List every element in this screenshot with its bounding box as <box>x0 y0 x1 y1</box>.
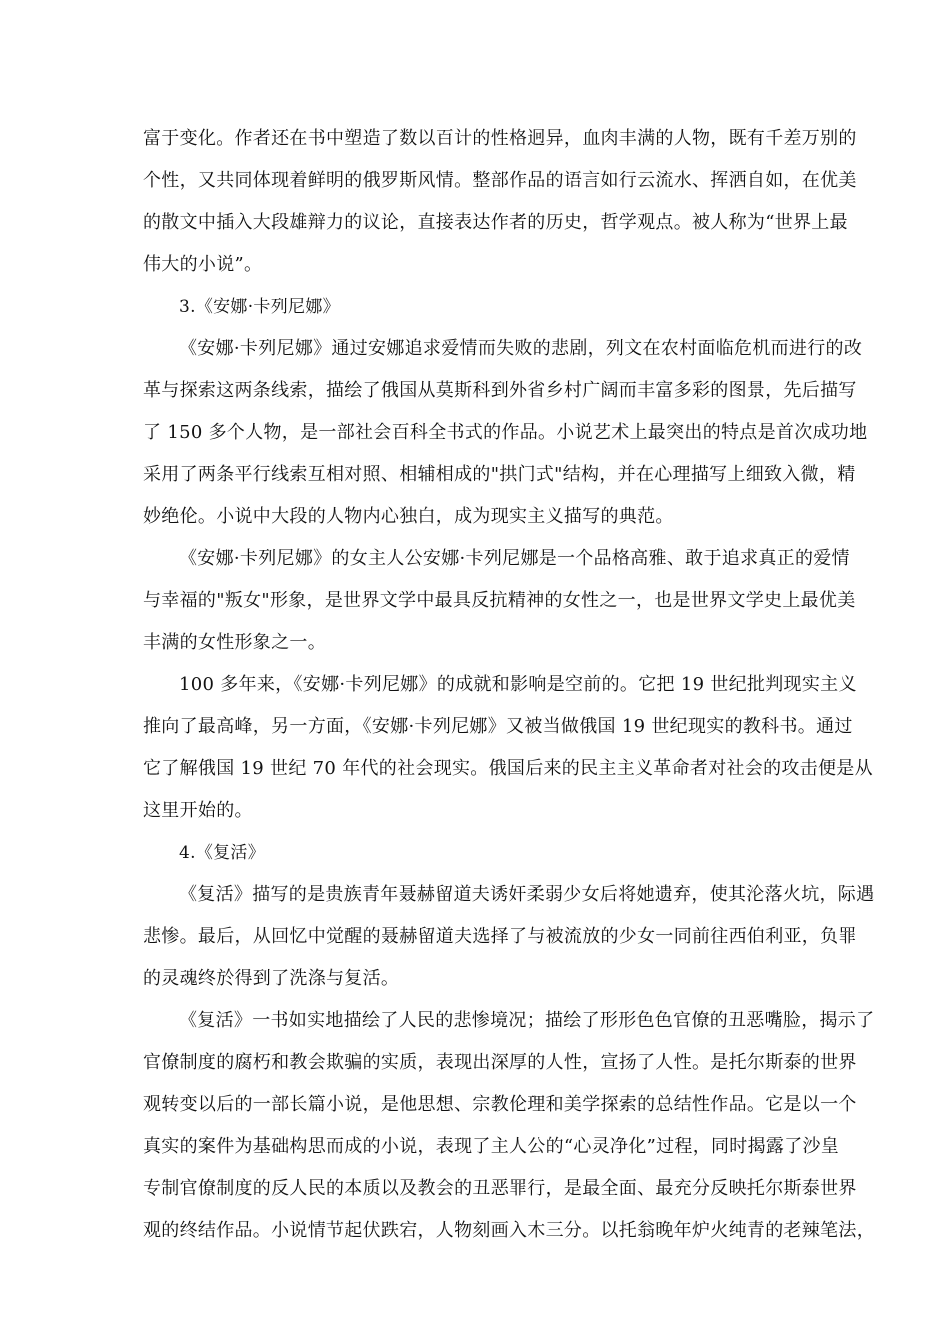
paragraph-line: 观转变以后的一部长篇小说，是他思想、宗教伦理和美学探索的总结性作品。它是以一个 <box>143 1094 857 1115</box>
paragraph-line: 的散文中插入大段雄辩力的议论，直接表达作者的历史，哲学观点。被人称为“世界上最 <box>143 212 848 233</box>
paragraph-line: 悲惨。最后，从回忆中觉醒的聂赫留道夫选择了与被流放的少女一同前往西伯利亚，负罪 <box>143 926 857 947</box>
document-body <box>143 118 875 1252</box>
paragraph-line: 《复活》描写的是贵族青年聂赫留道夫诱奸柔弱少女后将她遗弃，使其沦落火坑，际遇 <box>179 884 875 905</box>
paragraph-line: 它了解俄国 19 世纪 70 年代的社会现实。俄国后来的民主主义革命者对社会的攻击便是从 <box>143 758 873 779</box>
section-heading-resurrection: 4.《复活》 <box>179 843 266 863</box>
paragraph-line: 观的终结作品。小说情节起伏跌宕，人物刻画入木三分。以托翁晚年炉火纯青的老辣笔法， <box>143 1220 875 1241</box>
paragraph-line: 个性，又共同体现着鲜明的俄罗斯风情。整部作品的语言如行云流水、挥洒自如，在优美 <box>143 170 857 191</box>
section-heading-anna-karenina: 3.《安娜·卡列尼娜》 <box>179 297 340 317</box>
paragraph-line: 真实的案件为基础构思而成的小说，表现了主人公的“心灵净化”过程，同时揭露了沙皇 <box>143 1136 840 1157</box>
paragraph-line: 革与探索这两条线索，描绘了俄国从莫斯科到外省乡村广阔而丰富多彩的图景，先后描写 <box>143 380 857 401</box>
paragraph-line: 丰满的女性形象之一。 <box>143 632 326 653</box>
paragraph-line: 100 多年来，《安娜·卡列尼娜》的成就和影响是空前的。它把 19 世纪批判现实主义 <box>179 674 857 695</box>
paragraph-line: 了 150 多个人物，是一部社会百科全书式的作品。小说艺术上最突出的特点是首次成功地 <box>143 422 868 443</box>
paragraph-line: 与幸福的"叛女"形象，是世界文学中最具反抗精神的女性之一，也是世界文学史上最优美 <box>143 590 856 611</box>
paragraph-line: 《复活》一书如实地描绘了人民的悲惨境况；描绘了形形色色官僚的丑恶嘴脸，揭示了 <box>179 1010 875 1031</box>
paragraph-line: 伟大的小说”。 <box>143 254 263 275</box>
paragraph-line: 采用了两条平行线索互相对照、相辅相成的"拱门式"结构，并在心理描写上细致入微，精 <box>143 464 856 485</box>
paragraph-line: 《安娜·卡列尼娜》通过安娜追求爱情而失败的悲剧，列文在农村面临危机而进行的改 <box>179 338 863 359</box>
paragraph-line: 《安娜·卡列尼娜》的女主人公安娜·卡列尼娜是一个品格高雅、敢于追求真正的爱情 <box>179 548 850 569</box>
paragraph-line: 专制官僚制度的反人民的本质以及教会的丑恶罪行，是最全面、最充分反映托尔斯泰世界 <box>143 1178 857 1199</box>
paragraph-line: 富于变化。作者还在书中塑造了数以百计的性格迥异，血肉丰满的人物，既有千差万别的 <box>143 128 857 149</box>
paragraph-line: 妙绝伦。小说中大段的人物内心独白，成为现实主义描写的典范。 <box>143 506 674 527</box>
paragraph-line: 推向了最高峰，另一方面，《安娜·卡列尼娜》又被当做俄国 19 世纪现实的教科书。通过 <box>143 716 853 737</box>
paragraph-line: 这里开始的。 <box>143 800 253 821</box>
paragraph-line: 的灵魂终於得到了洗涤与复活。 <box>143 968 400 989</box>
paragraph-line: 官僚制度的腐朽和教会欺骗的实质，表现出深厚的人性，宣扬了人性。是托尔斯泰的世界 <box>143 1052 857 1073</box>
